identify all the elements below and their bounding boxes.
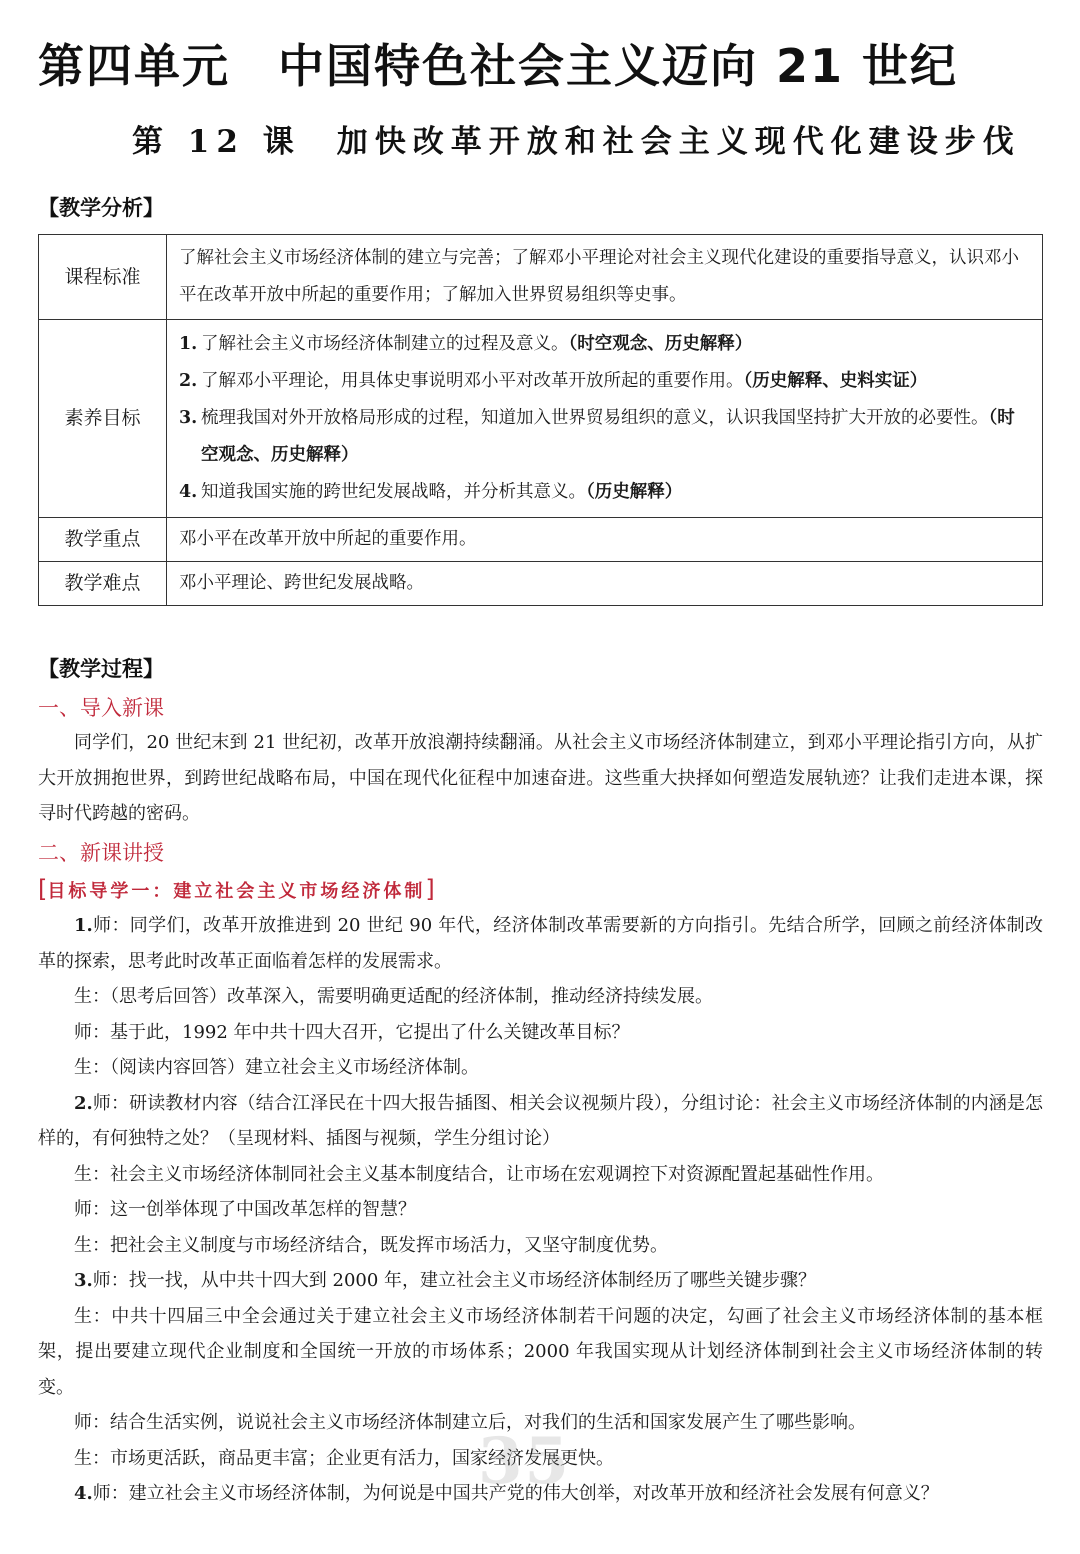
paragraph	[38, 1086, 1043, 1157]
row-body: 了解社会主义市场经济体制的建立与完善；了解邓小平理论对社会主义现代化建设的重要指导意义，认识邓小平在改革开放中所起的重要作用；了解加入世界贸易组织等史事。	[167, 235, 1043, 320]
goal-number: 1.	[179, 334, 198, 354]
paragraph-text: 师：找一找，从中共十四大到 2000 年，建立社会主义市场经济体制经历了哪些关键步骤？	[92, 1270, 817, 1291]
goal-text: 了解社会主义市场经济体制建立的过程及意义。	[201, 334, 569, 354]
paragraph-text: 师：基于此，1992 年中共十四大召开，它提出了什么关键改革目标？	[74, 1021, 630, 1043]
goal-item	[179, 363, 1032, 400]
intro-heading: 一、导入新课	[38, 696, 164, 720]
paragraph-text: 生：社会主义市场经济体制同社会主义基本制度结合，让市场在宏观调控下对资源配置起基础性作用。	[74, 1163, 884, 1185]
goal-item	[179, 400, 1032, 474]
goal-number: 4.	[179, 482, 198, 502]
paragraph-text: 生：把社会主义制度与市场经济结合，既发挥市场活力，又坚守制度优势。	[74, 1234, 668, 1256]
row-head: 教学难点	[39, 562, 167, 606]
unit-title-prefix: 第四单元	[38, 39, 230, 93]
paragraph	[38, 1476, 1043, 1512]
new-lesson-heading: 二、新课讲授	[38, 841, 164, 865]
row-body: 邓小平理论、跨世纪发展战略。	[167, 562, 1043, 606]
row-head: 教学重点	[39, 518, 167, 562]
goal-tag: （历史解释、史料实证）	[743, 371, 928, 391]
paragraph-text: 师：同学们，改革开放推进到 20 世纪 90 年代，经济体制改革需要新的方向指引。先结合所学，回顾之前经济体制改革的探索，思考此时改革正面临着怎样的发展需求。	[38, 915, 1043, 972]
paragraph	[38, 1299, 1043, 1406]
row-body-goals	[167, 320, 1043, 518]
goal-tag: （时空观念、历史解释）	[568, 334, 753, 354]
goal-text: 知道我国实施的跨世纪发展战略，并分析其意义。	[201, 482, 586, 502]
row-head: 素养目标	[39, 320, 167, 518]
paragraph	[38, 979, 1043, 1015]
target-label	[38, 874, 435, 904]
goal-tag: （时空观念、历史解释）	[201, 408, 1015, 465]
paragraph-text: 师：这一创举体现了中国改革怎样的智慧？	[74, 1199, 416, 1220]
paragraph	[38, 1228, 1043, 1264]
paragraph-text: 生：中共十四届三中全会通过关于建立社会主义市场经济体制若干问题的决定，勾画了社会主义市场经济体制的基本框架，提出要建立现代企业制度和全国统一开放的市场体系；2000 年我国实现从计划经济体制到社会主义市场经济体制的转变。	[38, 1305, 1043, 1398]
intro-paragraph: 同学们，20 世纪末到 21 世纪初，改革开放浪潮持续翻涌。从社会主义市场经济体制建立，到邓小平理论指引方向，从扩大开放拥抱世界，到跨世纪战略布局，中国在现代化征程中加速奋进。这些重大抉择如何塑造发展轨迹？让我们走进本课，探寻时代跨越的密码。	[38, 732, 1043, 824]
intro-paragraph-block	[38, 725, 1043, 832]
goal-number: 2.	[179, 371, 198, 391]
goal-text: 梳理我国对外开放格局形成的过程，知道加入世界贸易组织的意义，认识我国坚持扩大开放的必要性。	[201, 408, 989, 428]
teaching-analysis-label: 【教学分析】	[38, 196, 164, 220]
paragraph	[38, 1157, 1043, 1193]
paragraph	[38, 1015, 1043, 1051]
bracket-left-icon: [	[38, 875, 48, 903]
lesson-body	[38, 908, 1043, 1512]
paragraph-number: 1.	[74, 915, 93, 936]
paragraph	[38, 1050, 1043, 1086]
paragraph	[38, 1192, 1043, 1228]
goal-item	[179, 326, 1032, 363]
table-row	[39, 562, 1043, 606]
table-row	[39, 235, 1043, 320]
paragraph-text: 师：结合生活实例，说说社会主义市场经济体制建立后，对我们的生活和国家发展产生了哪些影响。	[74, 1412, 866, 1433]
table-row	[39, 518, 1043, 562]
paragraph-text: 师：建立社会主义市场经济体制，为何说是中国共产党的伟大创举，对改革开放和经济社会发展有何意义？	[92, 1483, 939, 1504]
table-row	[39, 320, 1043, 518]
paragraph	[38, 908, 1043, 979]
goal-item	[179, 474, 1032, 511]
paragraph	[38, 1441, 1043, 1477]
paragraph-number: 3.	[74, 1270, 93, 1291]
teaching-process-label: 【教学过程】	[38, 657, 164, 681]
paragraph	[38, 1263, 1043, 1299]
page-number: 35	[478, 1424, 572, 1499]
paragraph-text: 生：（思考后回答）改革深入，需要明确更适配的经济体制，推动经济持续发展。	[74, 986, 713, 1007]
paragraph-text: 生：（阅读内容回答）建立社会主义市场经济体制。	[74, 1057, 479, 1078]
paragraph-text: 生：市场更活跃，商品更丰富；企业更有活力，国家经济发展更快。	[74, 1447, 614, 1469]
goal-number: 3.	[179, 408, 198, 428]
row-body: 邓小平在改革开放中所起的重要作用。	[167, 518, 1043, 562]
goal-text: 了解邓小平理论，用具体史事说明邓小平对改革开放所起的重要作用。	[201, 371, 744, 391]
paragraph	[38, 1405, 1043, 1441]
paragraph-number: 2.	[74, 1092, 93, 1114]
teaching-analysis-table	[38, 234, 1043, 606]
target-label-text: 目标导学一：建立社会主义市场经济体制	[47, 881, 426, 902]
paragraph-text: 师：研读教材内容（结合江泽民在十四大报告插图、相关会议视频片段），分组讨论：社会主义市场经济体制的内涵是怎样的，有何独特之处？（呈现材料、插图与视频，学生分组讨论）	[38, 1092, 1043, 1149]
paragraph-number: 4.	[74, 1483, 93, 1504]
lesson-title	[132, 116, 1021, 161]
unit-title-main: 中国特色社会主义迈向 21 世纪	[278, 39, 959, 93]
bracket-right-icon: ]	[425, 875, 435, 903]
row-head: 课程标准	[39, 235, 167, 320]
unit-title	[38, 30, 958, 96]
goal-tag: （历史解释）	[586, 482, 683, 502]
lesson-title-prefix: 第 12 课	[132, 124, 301, 160]
lesson-title-main: 加快改革开放和社会主义现代化建设步伐	[336, 124, 1021, 160]
